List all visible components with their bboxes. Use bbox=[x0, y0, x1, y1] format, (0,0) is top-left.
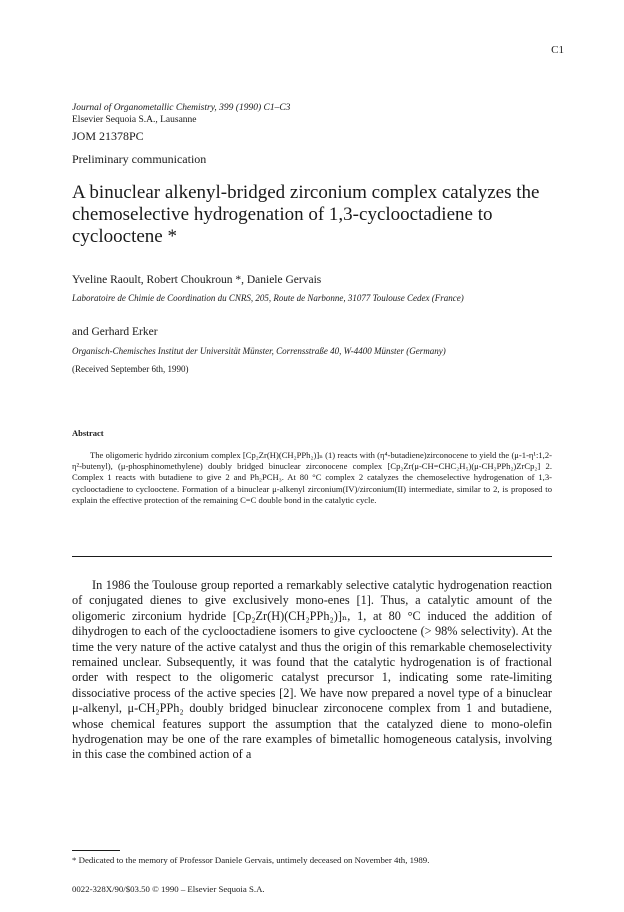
authors-group-2: and Gerhard Erker bbox=[72, 326, 158, 338]
affiliation-1: Laboratoire de Chimie de Coordination du CNRS, 205, Route de Narbonne, 31077 Toulouse Cedex (France) bbox=[72, 293, 464, 303]
affiliation-2: Organisch-Chemisches Institut der Universität Münster, Corrensstraße 40, W-4400 Münster (Germany) bbox=[72, 346, 446, 356]
journal-header bbox=[72, 102, 552, 145]
copyright-line: 0022-328X/90/$03.50 © 1990 – Elsevier Sequoia S.A. bbox=[72, 884, 265, 894]
article-title: A binuclear alkenyl-bridged zirconium complex catalyzes the chemoselective hydrogenation of 1,3-cyclooctadiene to cyclooctene * bbox=[72, 182, 540, 247]
authors-group-1: Yveline Raoult, Robert Choukroun *, Daniele Gervais bbox=[72, 274, 322, 286]
body-paragraph: In 1986 the Toulouse group reported a remarkably selective catalytic hydrogenation reaction of conjugated dienes to give exclusively mono-enes [1]. Thus, a catalytic amount of the oligomeric zirconium hydride [Cp₂Zr(H)(CH₂PPh₂)]ₙ, 1, at 80 °C induced the addition of dihydrogen to each of the cyclooctadiene isomers to give cyclooctene (> 98% selectivity). At the time the very nature of the active catalyst and thus the origin of this remarkable chemoselectivity remained unclear. Subsequently, it was found that the catalytic hydrogenation is of fractional order with respect to the oligomeric catalyst precursor 1, indicating some rate-limiting dissociative process of the active species [2]. We have now prepared a novel type of a binuclear μ-alkenyl, μ-CH₂PPh₂ doubly bridged binuclear zirconocene complex from 1 and butadiene, whose chemical features support the assumption that the catalyzed diene to mono-olefin hydrogenation may be one of the rare examples of bimetallic homogeneous catalysis, involving in this case the combined action of a bbox=[72, 578, 552, 762]
journal-citation: Journal of Organometallic Chemistry, 399 (1990) C1–C3 bbox=[72, 103, 291, 113]
publisher-line: Elsevier Sequoia S.A., Lausanne bbox=[72, 115, 197, 125]
article-code: JOM 21378PC bbox=[72, 129, 144, 143]
abstract-heading: Abstract bbox=[72, 428, 104, 438]
footnote: * Dedicated to the memory of Professor Daniele Gervais, untimely deceased on November 4th, 1989. bbox=[72, 855, 430, 865]
page-number: C1 bbox=[551, 44, 564, 56]
abstract-divider bbox=[72, 556, 552, 557]
abstract-text: The oligomeric hydrido zirconium complex [Cp₂Zr(H)(CH₂PPh₂)]ₙ (1) reacts with (η⁴-butadiene)zirconocene to yield the (μ-1-η¹:1,2-η²-butenyl), (μ-phosphinomethylene) doubly bridged binuclear zirconocene complex [Cp₂Zr(μ-CH=CHC₂H₅)(μ-CH₂PPh₂)ZrCp₂] 2. Complex 1 reacts with butadiene to give 2 and Ph₂PCH₃. At 80 °C complex 2 catalyzes the chemoselective hydrogenation of 1,3-cyclooctadiene to cyclooctene. Formation of a binuclear μ-alkenyl zirconium(IV)/zirconium(II) intermediate, similar to 2, is proposed to explain the effective protection of the remaining C=C double bond in the catalytic cycle. bbox=[72, 450, 552, 505]
section-label: Preliminary communication bbox=[72, 152, 207, 166]
footnote-divider bbox=[72, 850, 120, 851]
received-date: (Received September 6th, 1990) bbox=[72, 364, 189, 374]
